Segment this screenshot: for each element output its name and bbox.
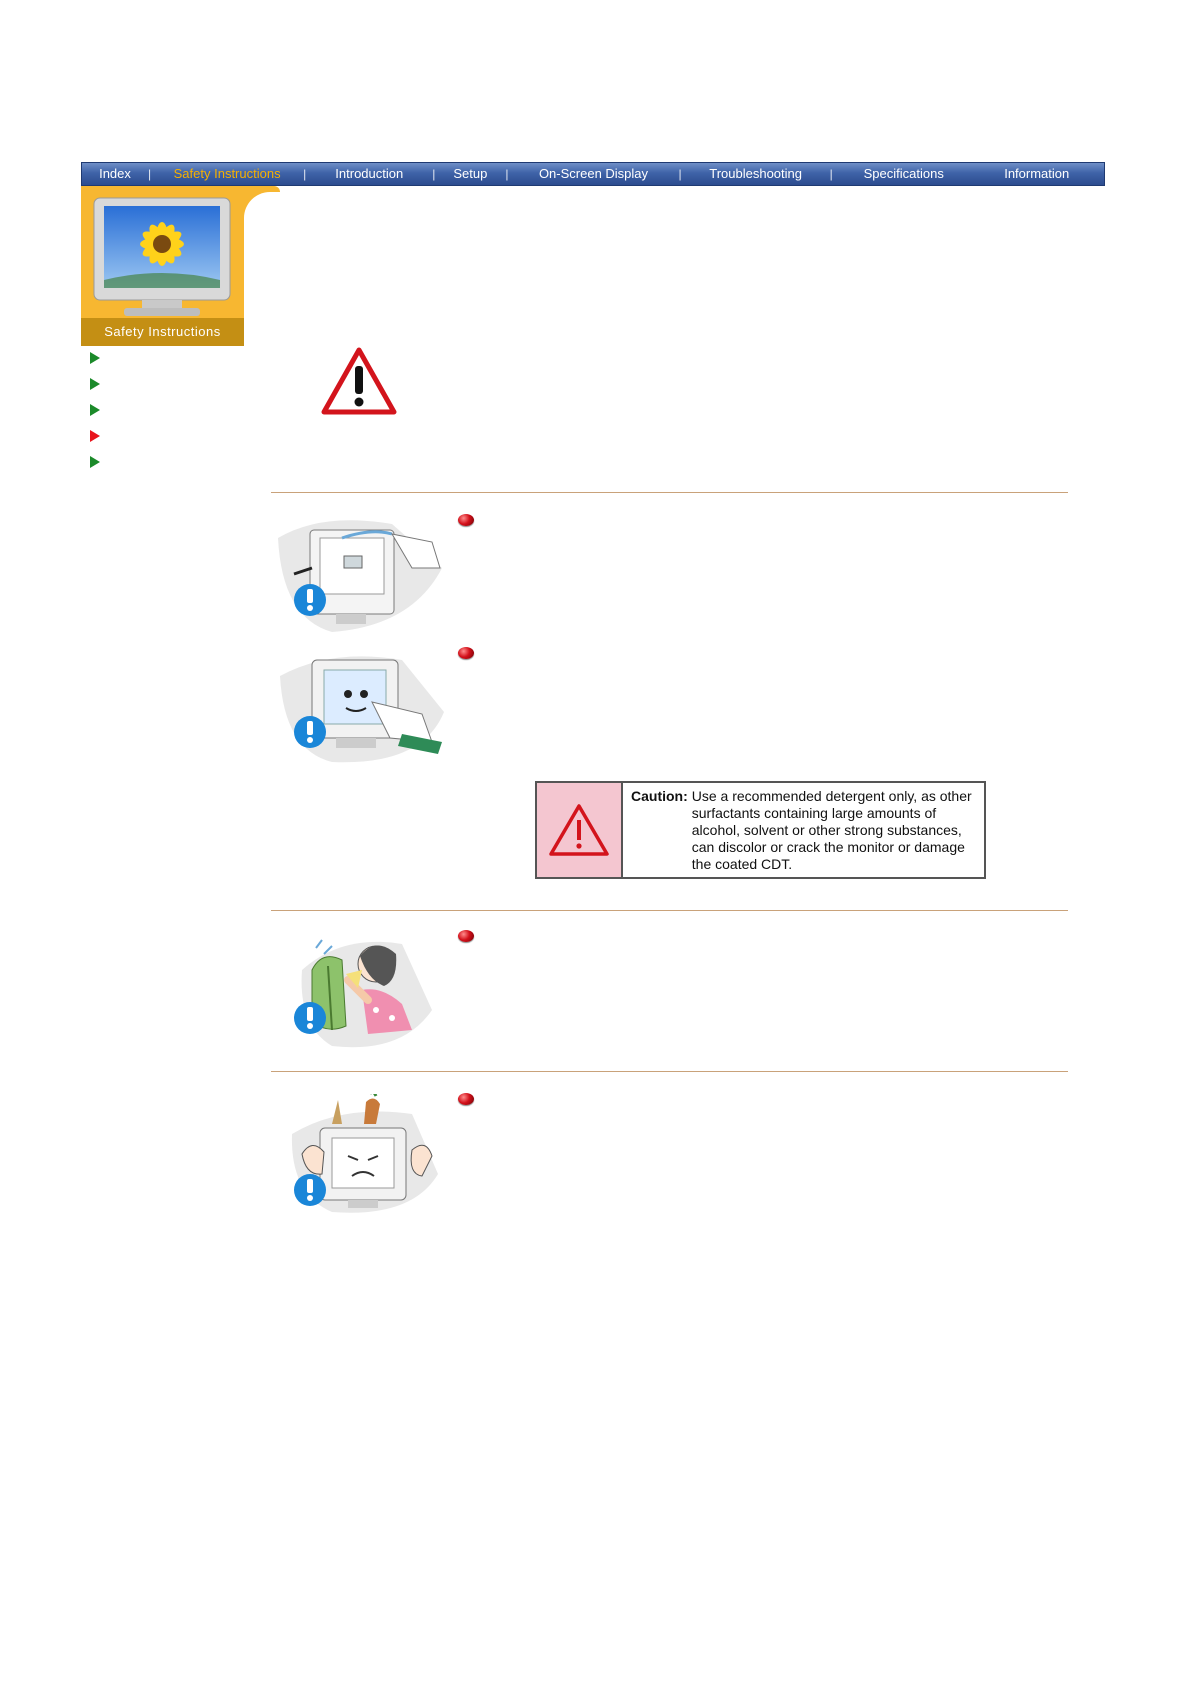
nav-separator: | (432, 167, 436, 181)
bullet-icon (458, 514, 474, 526)
bullet-icon (458, 647, 474, 659)
caution-box (535, 781, 986, 879)
nav-specifications[interactable]: Specifications (863, 166, 944, 181)
illustration-no-objects-on-monitor (272, 1094, 448, 1224)
sidebar-arrow-3[interactable] (90, 404, 100, 416)
nav-information[interactable]: Information (1004, 166, 1070, 181)
nav-separator: | (303, 167, 307, 181)
nav-troubleshooting[interactable]: Troubleshooting (709, 166, 802, 181)
bullet-icon (458, 1093, 474, 1105)
caution-text-cell (623, 783, 984, 877)
caution-triangle-icon (547, 802, 611, 858)
nav-separator: | (829, 167, 833, 181)
nav-setup[interactable]: Setup (453, 166, 488, 181)
nav-separator: | (148, 167, 152, 181)
caution-text: Use a recommended detergent only, as other surfactants containing large amounts of alcohol, solvent or other strong substances, can discolor or crack the monitor or damage the coated CDT. (691, 788, 972, 872)
section-divider (271, 1071, 1068, 1072)
section-divider (271, 910, 1068, 911)
sidebar-arrow-1[interactable] (90, 352, 100, 364)
sidebar-arrow-5[interactable] (90, 456, 100, 468)
sidebar-tab-cutout (244, 192, 284, 352)
caution-icon-cell (537, 783, 623, 877)
sidebar-arrow-2[interactable] (90, 378, 100, 390)
illustration-wipe-screen (272, 642, 448, 772)
illustration-woman-cleaning (272, 930, 448, 1060)
nav-separator: | (678, 167, 682, 181)
monitor-flower-image (92, 196, 232, 318)
nav-separator: | (505, 167, 509, 181)
sidebar-caption: Safety Instructions (81, 318, 244, 346)
top-nav-bar (81, 162, 1105, 186)
nav-index[interactable]: Index (99, 166, 131, 181)
section-divider (271, 492, 1068, 493)
nav-safety-instructions[interactable]: Safety Instructions (173, 166, 281, 181)
sidebar-arrow-4-active[interactable] (90, 430, 100, 442)
caution-label: Caution: (631, 788, 688, 804)
nav-on-screen-display[interactable]: On-Screen Display (538, 166, 649, 181)
illustration-unplug-monitor (272, 508, 448, 638)
warning-triangle-icon (320, 346, 398, 416)
nav-introduction[interactable]: Introduction (335, 166, 404, 181)
bullet-icon (458, 930, 474, 942)
